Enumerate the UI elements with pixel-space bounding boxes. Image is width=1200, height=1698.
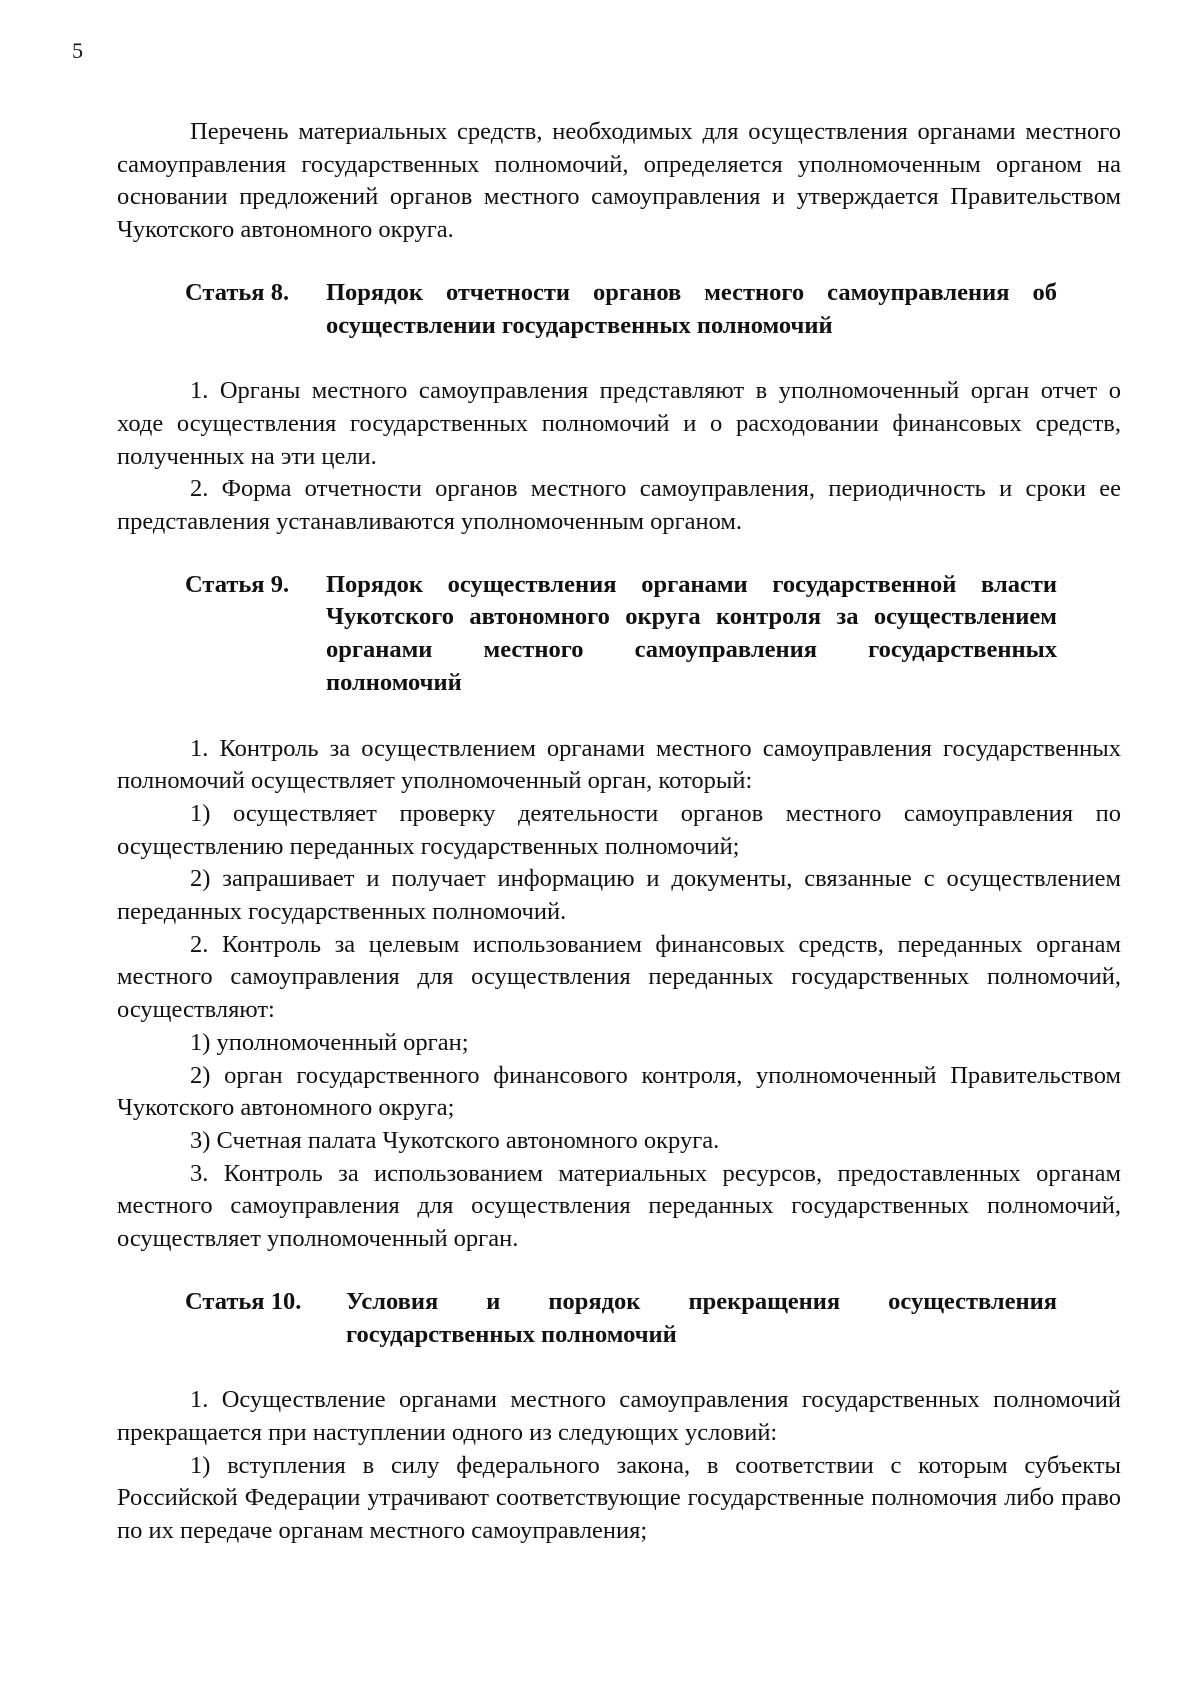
- document-body: [117, 116, 1121, 1548]
- article-8-heading: [185, 277, 1057, 342]
- article-9-paragraph: 3. Контроль за использованием материальных ресурсов, предоставленных органам местного самоуправления для осуществления переданных государственных полномочий, осуществляет уполномоченный орган.: [117, 1159, 1121, 1253]
- article-8-paragraph: 1. Органы местного самоуправления представляют в уполномоченный орган отчет о ходе осуществления государственных полномочий и о расходовании финансовых средств, полученных на эти цели.: [117, 377, 1121, 470]
- article-9-paragraph: 2. Контроль за целевым использованием финансовых средств, переданных органам местного самоуправления для осуществления переданных государственных полномочий, осуществляют:: [117, 930, 1121, 1024]
- article-8-title: Порядок отчетности органов местного самоуправления об осуществлении государственных полномочий: [326, 278, 1057, 339]
- article-9-number: Статья 9.: [185, 570, 290, 598]
- article-10-title: Условия и порядок прекращения осуществления государственных полномочий: [346, 1287, 1057, 1348]
- intro-paragraph: Перечень материальных средств, необходимых для осуществления органами местного самоуправления государственных полномочий, определяется уполномоченным органом на основании предложений органов местного самоуправления и утверждается Правительством Чукотского автономного округа.: [117, 118, 1121, 244]
- article-8-number: Статья 8.: [185, 278, 290, 306]
- article-9-paragraph: 2) орган государственного финансового контроля, уполномоченный Правительством Чукотского автономного округа;: [117, 1061, 1121, 1122]
- article-10-number: Статья 10.: [185, 1287, 302, 1315]
- article-10-paragraph: 1. Осуществление органами местного самоуправления государственных полномочий прекращается при наступлении одного из следующих условий:: [117, 1386, 1121, 1446]
- page-number: 5: [72, 38, 83, 63]
- article-9-heading: [185, 569, 1057, 700]
- article-10-paragraph: 1) вступления в силу федерального закона, в соответствии с которым субъекты Российской Федерации утрачивают соответствующие государственные полномочия либо право по их передаче органам местного самоуправления;: [117, 1451, 1121, 1545]
- article-9-title: Порядок осуществления органами государственной власти Чукотского автономного округа контроля за осуществлением органами местного самоуправления государственных полномочий: [326, 570, 1057, 696]
- article-9-paragraph: 2) запрашивает и получает информацию и документы, связанные с осуществлением переданных государственных полномочий.: [117, 865, 1121, 926]
- article-9-paragraph: 1. Контроль за осуществлением органами местного самоуправления государственных полномочий осуществляет уполномоченный орган, который:: [117, 734, 1121, 795]
- article-9-paragraph: 3) Счетная палата Чукотского автономного округа.: [190, 1126, 720, 1154]
- article-9-paragraph: 1) уполномоченный орган;: [190, 1028, 469, 1056]
- article-8-paragraph: 2. Форма отчетности органов местного самоуправления, периодичность и сроки ее представления устанавливаются уполномоченным органом.: [117, 475, 1121, 536]
- article-10-heading: [185, 1286, 1057, 1351]
- article-9-paragraph: 1) осуществляет проверку деятельности органов местного самоуправления по осуществлению переданных государственных полномочий;: [117, 799, 1121, 860]
